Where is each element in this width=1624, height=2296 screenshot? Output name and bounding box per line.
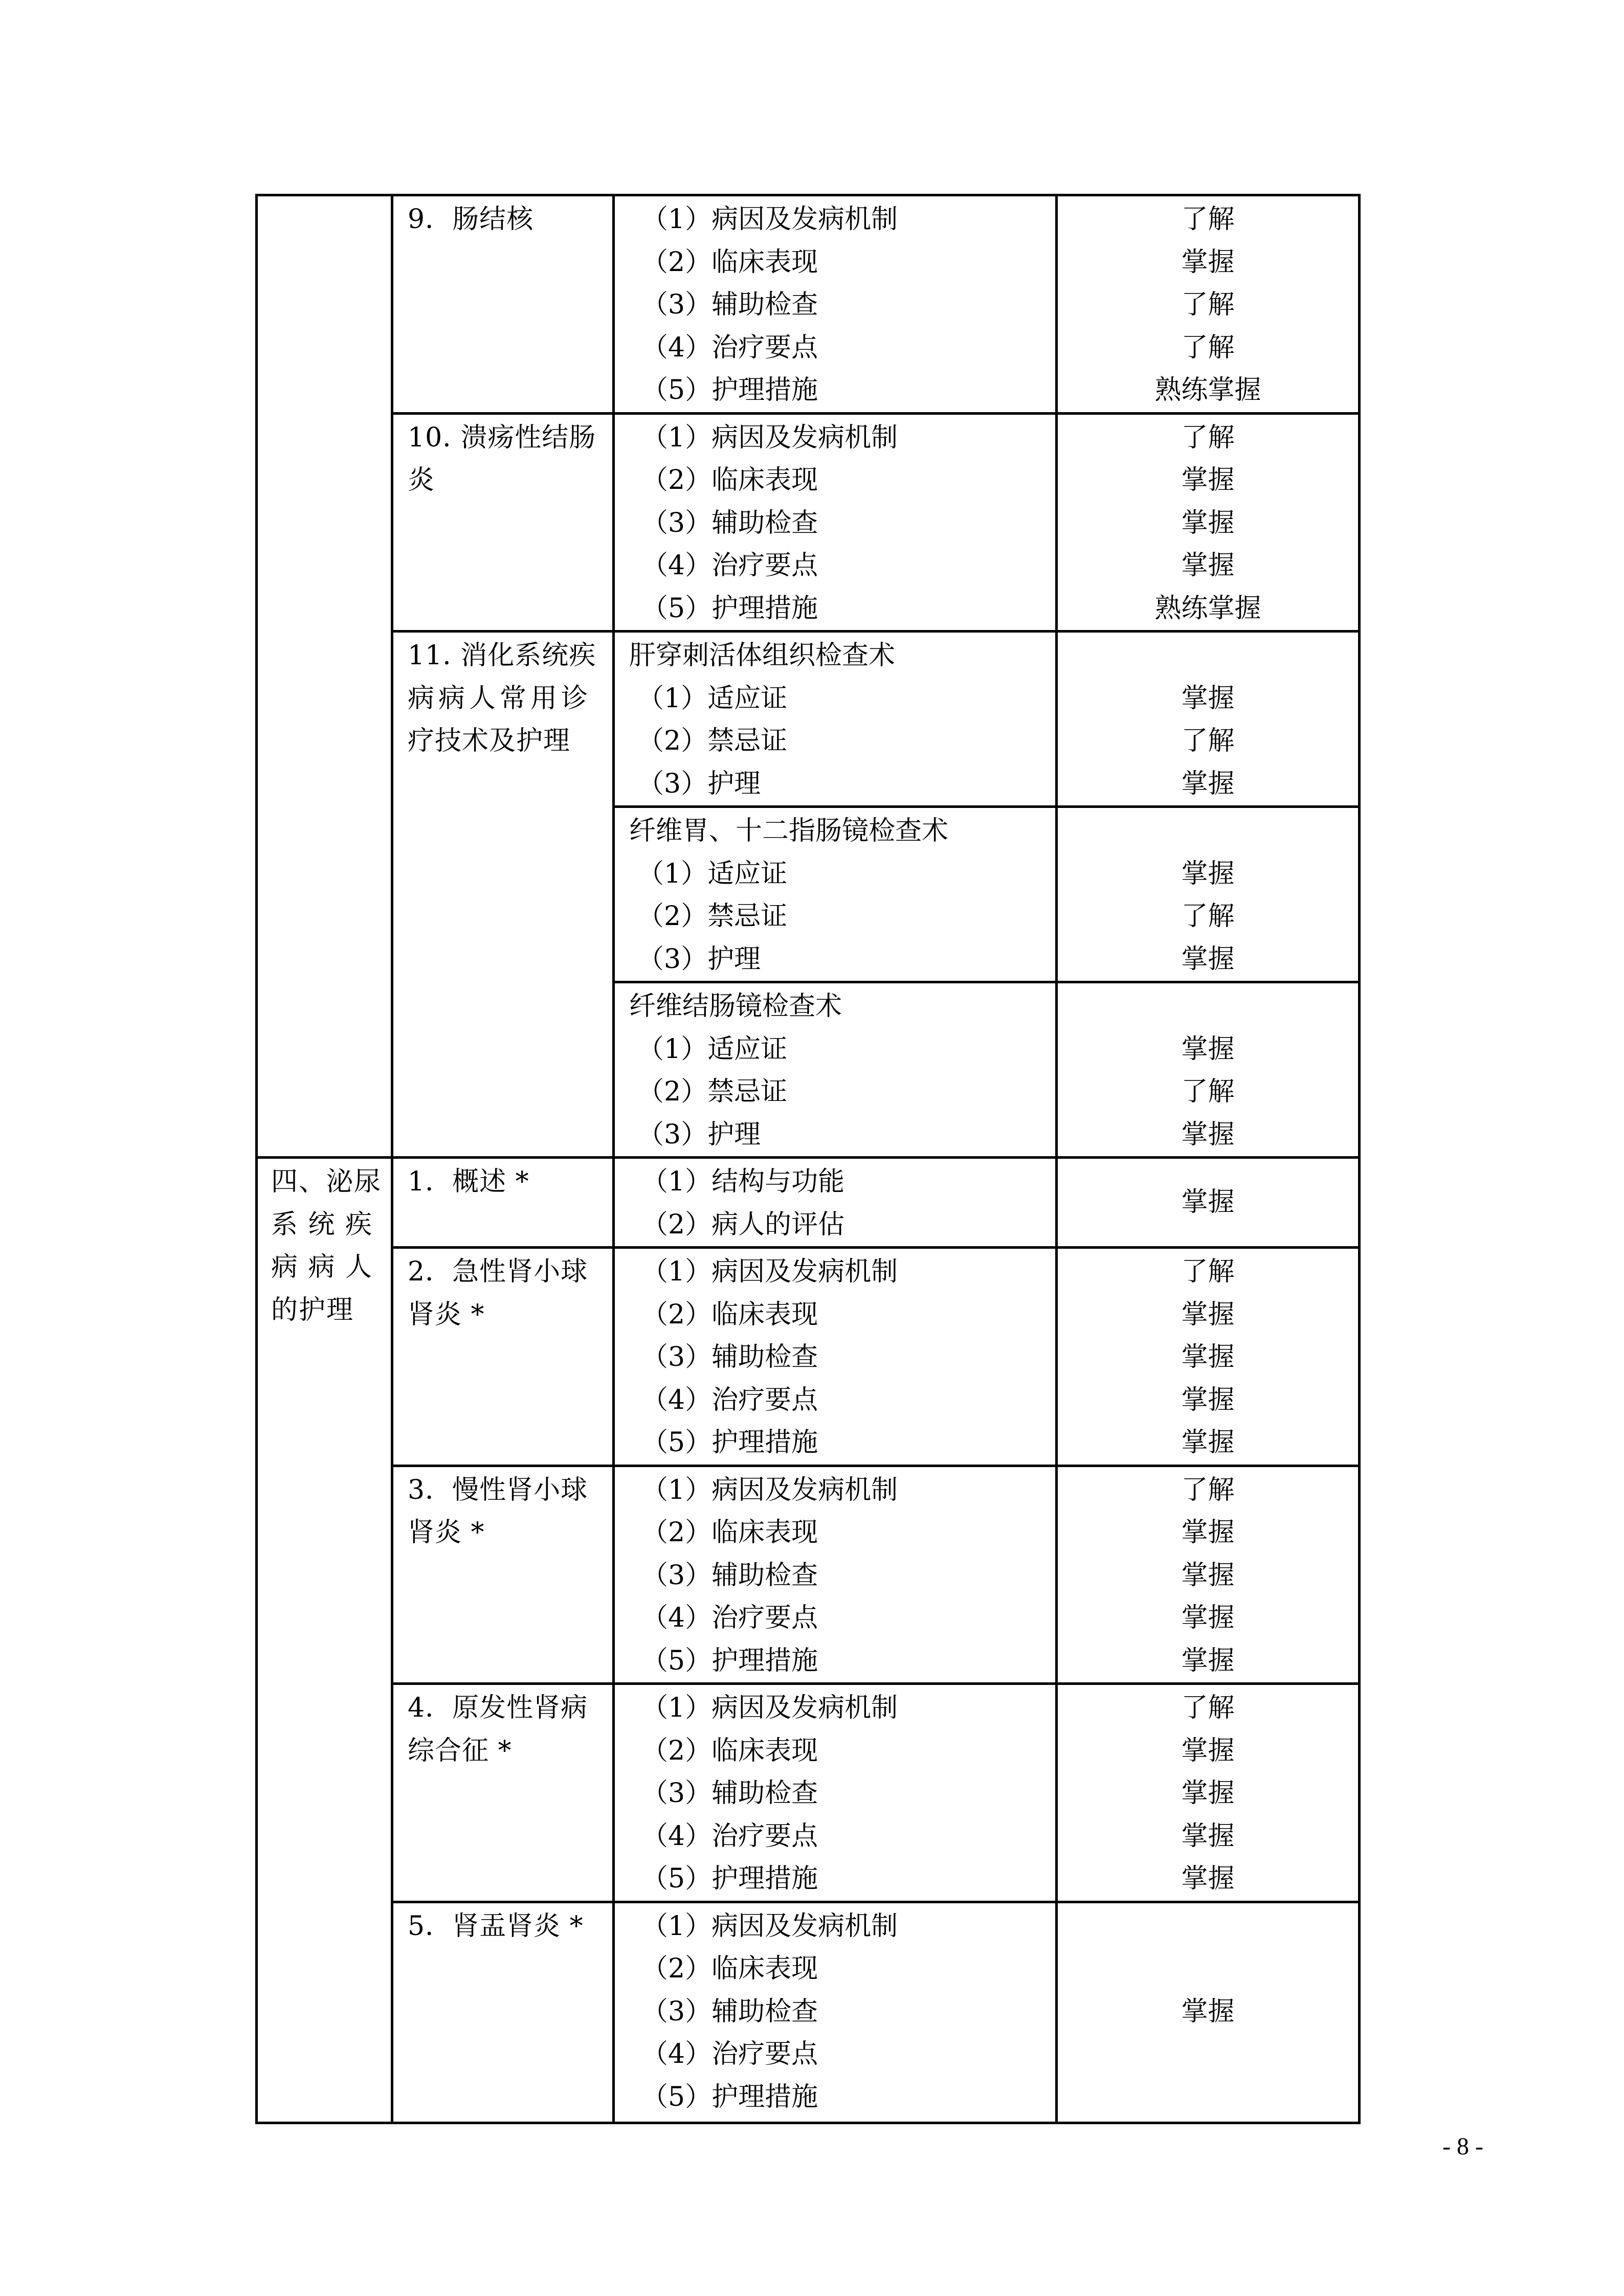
level-badge: 掌握: [1181, 1384, 1235, 1415]
content-item: （2）临床表现: [641, 1299, 818, 1330]
level-badge: 掌握: [1181, 858, 1235, 889]
content-item: （2）临床表现: [641, 1953, 818, 1984]
level-badge: 掌握: [1181, 1735, 1235, 1766]
topic-cell: [392, 1466, 614, 1684]
level-badge: 了解: [1181, 422, 1235, 453]
syllabus-table: [255, 194, 1361, 2124]
content-item: （1）病因及发病机制: [641, 1693, 898, 1723]
content-item: （1）结构与功能: [641, 1166, 845, 1197]
level-cell: [1057, 195, 1360, 414]
table-row: [257, 632, 1360, 807]
topic-cell: [392, 413, 614, 632]
level-badge: 掌握: [1181, 1560, 1235, 1591]
content-item: （2）临床表现: [641, 1735, 818, 1766]
table-row: [257, 1902, 1360, 2123]
level-badge: 掌握: [1181, 1996, 1235, 2028]
topic-label: 肾炎 *: [408, 1299, 485, 1330]
content-item: （5）护理措施: [641, 593, 818, 624]
level-badge: 掌握: [1181, 465, 1235, 496]
level-badge: 熟练掌握: [1154, 375, 1261, 406]
content-item: （2）病人的评估: [641, 1209, 845, 1240]
content-cell: [614, 413, 1057, 632]
content-cell: [614, 195, 1057, 414]
procedure-heading: 纤维结肠镜检查术: [629, 991, 842, 1022]
topic-label: 4．原发性肾病: [408, 1693, 588, 1723]
level-cell: [1057, 1248, 1360, 1466]
topic-label: 炎: [408, 465, 435, 496]
content-item: （4）治疗要点: [641, 1384, 818, 1415]
level-cell: [1057, 807, 1360, 982]
content-item: （3）护理: [637, 943, 761, 975]
content-item: （5）护理措施: [641, 375, 818, 406]
content-item: （2）禁忌证: [637, 1076, 788, 1107]
table-row: [257, 413, 1360, 632]
table-row: [257, 1158, 1360, 1248]
content-item: （4）治疗要点: [641, 1603, 818, 1633]
content-item: （3）辅助检查: [641, 1778, 818, 1809]
level-badge: 掌握: [1181, 507, 1235, 538]
content-item: （2）临床表现: [641, 1517, 818, 1548]
topic-label: 3．慢性肾小球: [408, 1474, 588, 1505]
content-item: （2）临床表现: [641, 246, 818, 278]
table-row: [257, 1248, 1360, 1466]
procedure-heading: 肝穿刺活体组织检查术: [629, 640, 896, 671]
topic-cell: [392, 195, 614, 414]
level-badge: 掌握: [1181, 1299, 1235, 1330]
content-item: （5）护理措施: [641, 1645, 818, 1676]
content-item: （3）护理: [637, 1119, 761, 1150]
content-item: （5）护理措施: [641, 1427, 818, 1458]
content-item: （1）病因及发病机制: [641, 1474, 898, 1505]
content-item: （1）适应证: [637, 858, 788, 889]
level-cell: [1057, 413, 1360, 632]
level-badge: 了解: [1181, 1256, 1235, 1287]
level-badge: 了解: [1181, 1076, 1235, 1107]
level-badge: 掌握: [1181, 1342, 1235, 1372]
category-label: 四、泌尿: [271, 1166, 382, 1197]
level-cell: [1057, 982, 1360, 1158]
level-badge: 掌握: [1181, 1645, 1235, 1676]
content-item: （2）临床表现: [641, 465, 818, 496]
content-cell: [614, 1248, 1057, 1466]
content-item: （3）辅助检查: [641, 1996, 818, 2027]
topic-cell: [392, 1684, 614, 1902]
content-item: （2）禁忌证: [637, 901, 788, 932]
content-item: （3）护理: [637, 768, 761, 799]
category-label: 的护理: [271, 1294, 354, 1325]
level-badge: 掌握: [1181, 1517, 1235, 1548]
content-item: （1）病因及发病机制: [641, 1910, 898, 1942]
procedure-heading: 纤维胃、十二指肠镜检查术: [629, 816, 949, 846]
content-item: （1）病因及发病机制: [641, 422, 898, 453]
content-item: （3）辅助检查: [641, 507, 818, 538]
content-item: （1）适应证: [637, 683, 788, 714]
level-badge: 了解: [1181, 332, 1235, 363]
topic-cell: [392, 1248, 614, 1466]
level-badge: 掌握: [1181, 683, 1235, 714]
topic-label: 11. 消化系统疾: [408, 640, 596, 671]
content-cell: [614, 982, 1057, 1158]
level-cell: [1057, 1158, 1360, 1248]
topic-label: 病病人常用诊: [408, 683, 592, 714]
topic-label: 10. 溃疡性结肠: [408, 422, 596, 453]
table-row: [257, 1466, 1360, 1684]
level-badge: 掌握: [1181, 1603, 1235, 1633]
level-cell: [1057, 1466, 1360, 1684]
level-badge: 掌握: [1181, 768, 1235, 799]
content-cell: [614, 1158, 1057, 1248]
content-item: （4）治疗要点: [641, 550, 818, 581]
level-badge: 了解: [1181, 1474, 1235, 1505]
content-item: （5）护理措施: [641, 1863, 818, 1894]
level-badge: 掌握: [1181, 1033, 1235, 1065]
level-badge: 了解: [1181, 726, 1235, 756]
category-cell-digestive-continued: [257, 195, 392, 1158]
topic-label: 肾炎 *: [408, 1517, 485, 1548]
content-item: （4）治疗要点: [641, 332, 818, 363]
table-row: [257, 1684, 1360, 1902]
level-badge: 掌握: [1181, 1778, 1235, 1809]
level-badge: 了解: [1181, 901, 1235, 932]
content-item: （4）治疗要点: [641, 1820, 818, 1852]
content-cell: [614, 632, 1057, 807]
table-row: [257, 195, 1360, 414]
level-badge: 掌握: [1181, 1820, 1235, 1852]
level-badge: 掌握: [1181, 246, 1235, 278]
level-cell: [1057, 1902, 1360, 2123]
content-item: （1）病因及发病机制: [641, 1256, 898, 1287]
content-cell: [614, 1684, 1057, 1902]
topic-cell: [392, 1158, 614, 1248]
topic-label: 5．肾盂肾炎 *: [408, 1910, 584, 1942]
level-badge: 了解: [1181, 289, 1235, 320]
content-item: （3）辅助检查: [641, 1342, 818, 1372]
content-item: （5）护理措施: [641, 2081, 818, 2112]
topic-cell: [392, 1902, 614, 2123]
level-cell: [1057, 1684, 1360, 1902]
topic-label: 2．急性肾小球: [408, 1256, 588, 1287]
content-item: （1）病因及发病机制: [641, 204, 898, 235]
category-cell-urinary: [257, 1158, 392, 2123]
level-cell: [1057, 632, 1360, 807]
category-label: 病 病 人: [271, 1252, 373, 1282]
content-item: （3）辅助检查: [641, 1560, 818, 1591]
topic-cell: [392, 632, 614, 1158]
content-cell: [614, 1466, 1057, 1684]
content-item: （2）禁忌证: [637, 726, 788, 756]
level-badge: 了解: [1181, 1693, 1235, 1723]
content-cell: [614, 807, 1057, 982]
topic-label: 1．概述 *: [408, 1166, 529, 1197]
content-cell: [614, 1902, 1057, 2123]
level-badge: 掌握: [1181, 1863, 1235, 1894]
level-badge: 熟练掌握: [1154, 593, 1261, 624]
topic-label: 综合征 *: [408, 1735, 512, 1766]
page-number: - 8 -: [1442, 2133, 1483, 2160]
level-badge: 了解: [1181, 204, 1235, 235]
content-item: （3）辅助检查: [641, 289, 818, 320]
level-badge: 掌握: [1181, 1186, 1235, 1218]
level-badge: 掌握: [1181, 550, 1235, 581]
level-badge: 掌握: [1181, 1427, 1235, 1458]
topic-label: 疗技术及护理: [408, 726, 571, 756]
level-badge: 掌握: [1181, 943, 1235, 975]
level-badge: 掌握: [1181, 1119, 1235, 1150]
topic-label: 9．肠结核: [408, 204, 534, 235]
content-item: （4）治疗要点: [641, 2039, 818, 2069]
content-item: （1）适应证: [637, 1033, 788, 1065]
category-label: 系 统 疾: [271, 1209, 373, 1240]
